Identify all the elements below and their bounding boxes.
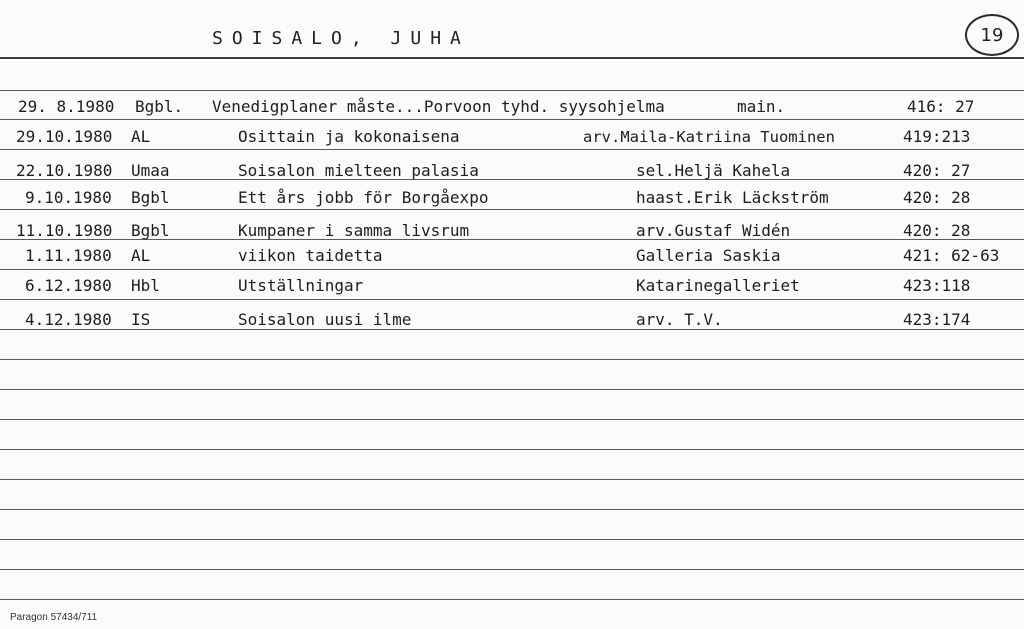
ruled-line	[0, 449, 1024, 450]
ruled-line	[0, 599, 1024, 600]
entry-title: Venedigplaner måste...Porvoon tyhd. syysohjelma	[212, 97, 665, 116]
entry-ref: 416: 27	[907, 97, 975, 116]
entry-source: IS	[131, 310, 151, 329]
entry-title: Utställningar	[238, 276, 364, 295]
entry-date: 4.12.1980	[25, 310, 112, 329]
header-rule	[0, 57, 1024, 59]
entry-source: Umaa	[131, 161, 170, 180]
entry-source: AL	[131, 127, 151, 146]
entry-row	[0, 308, 1024, 332]
ruled-line	[0, 539, 1024, 540]
entry-date: 29.10.1980	[16, 127, 113, 146]
entry-title: Soisalon mielteen palasia	[238, 161, 479, 180]
ruled-line	[0, 389, 1024, 390]
entry-note: Katarinegalleriet	[636, 276, 800, 295]
entry-note: haast.Erik Läckström	[636, 188, 829, 207]
entry-date: 11.10.1980	[16, 221, 113, 240]
entry-row	[0, 95, 1024, 119]
entry-source: Bgbl	[131, 221, 170, 240]
entry-source: Hbl	[131, 276, 160, 295]
entry-title: Ett års jobb för Borgåexpo	[238, 188, 489, 207]
entry-note: Galleria Saskia	[636, 246, 781, 265]
entry-date: 29. 8.1980	[18, 97, 115, 116]
entry-ref: 423:118	[903, 276, 971, 295]
entry-date: 22.10.1980	[16, 161, 113, 180]
ruled-line	[0, 509, 1024, 510]
card-heading: SOISALO, JUHA	[212, 28, 470, 49]
entry-source: AL	[131, 246, 151, 265]
entry-note: arv. T.V.	[636, 310, 723, 329]
entry-row	[0, 159, 1024, 183]
entry-title: Soisalon uusi ilme	[238, 310, 412, 329]
entry-date: 9.10.1980	[25, 188, 112, 207]
entry-ref: 420: 28	[903, 221, 971, 240]
entry-source: Bgbl.	[135, 97, 184, 116]
ruled-line	[0, 119, 1024, 120]
ruled-line	[0, 419, 1024, 420]
ruled-line	[0, 269, 1024, 270]
ruled-line	[0, 569, 1024, 570]
ruled-line	[0, 479, 1024, 480]
entry-ref: 419:213	[903, 127, 971, 146]
ruled-line	[0, 359, 1024, 360]
entry-row	[0, 186, 1024, 210]
entry-row	[0, 244, 1024, 268]
printer-imprint: Paragon 57434/711	[10, 612, 98, 623]
entry-date: 6.12.1980	[25, 276, 112, 295]
entry-ref: 421: 62-63	[903, 246, 1000, 265]
entry-title: Kumpaner i samma livsrum	[238, 221, 470, 240]
entry-row	[0, 125, 1024, 149]
ruled-line	[0, 299, 1024, 300]
card-number-circle	[965, 14, 1019, 56]
ruled-line	[0, 90, 1024, 91]
entry-date: 1.11.1980	[25, 246, 112, 265]
entry-ref: 423:174	[903, 310, 971, 329]
entry-row	[0, 274, 1024, 298]
card-number: 19	[980, 24, 1004, 46]
entry-title: viikon taidetta	[238, 246, 383, 265]
entry-ref: 420: 27	[903, 161, 971, 180]
entry-note: arv.Maila-Katriina Tuominen	[583, 128, 835, 146]
entry-title: Osittain ja kokonaisena	[238, 127, 460, 146]
entry-ref: 420: 28	[903, 188, 971, 207]
entry-note: sel.Heljä Kahela	[636, 161, 791, 180]
entry-note: arv.Gustaf Widén	[636, 221, 791, 240]
entry-source: Bgbl	[131, 188, 170, 207]
ruled-line	[0, 149, 1024, 150]
entry-note: main.	[737, 97, 786, 116]
entry-row	[0, 219, 1024, 243]
